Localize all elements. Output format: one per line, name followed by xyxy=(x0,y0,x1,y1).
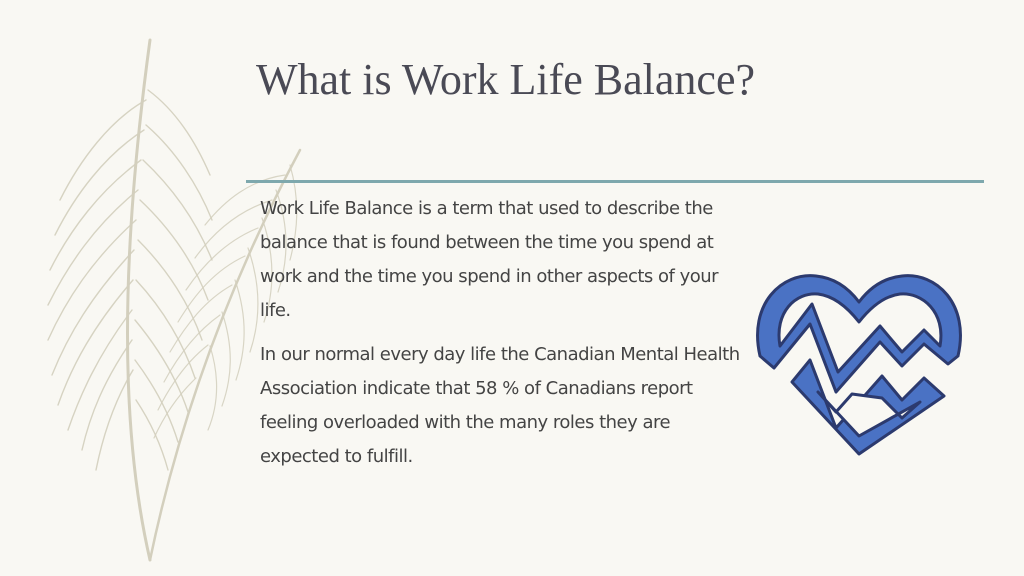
paragraph-statistic: In our normal every day life the Canadian Mental Health Association indicate that 58 % of Canadians report feeling overloaded with the many roles they are expected to fulfill. xyxy=(260,344,740,467)
slide-title: What is Work Life Balance? xyxy=(256,55,755,104)
heart-pulse-icon xyxy=(752,264,966,460)
slide-body xyxy=(260,192,740,484)
title-divider xyxy=(246,180,984,183)
paragraph-definition: Work Life Balance is a term that used to describe the balance that is found between the time you spend at work and the time you spend in other aspects of your life. xyxy=(260,198,719,321)
